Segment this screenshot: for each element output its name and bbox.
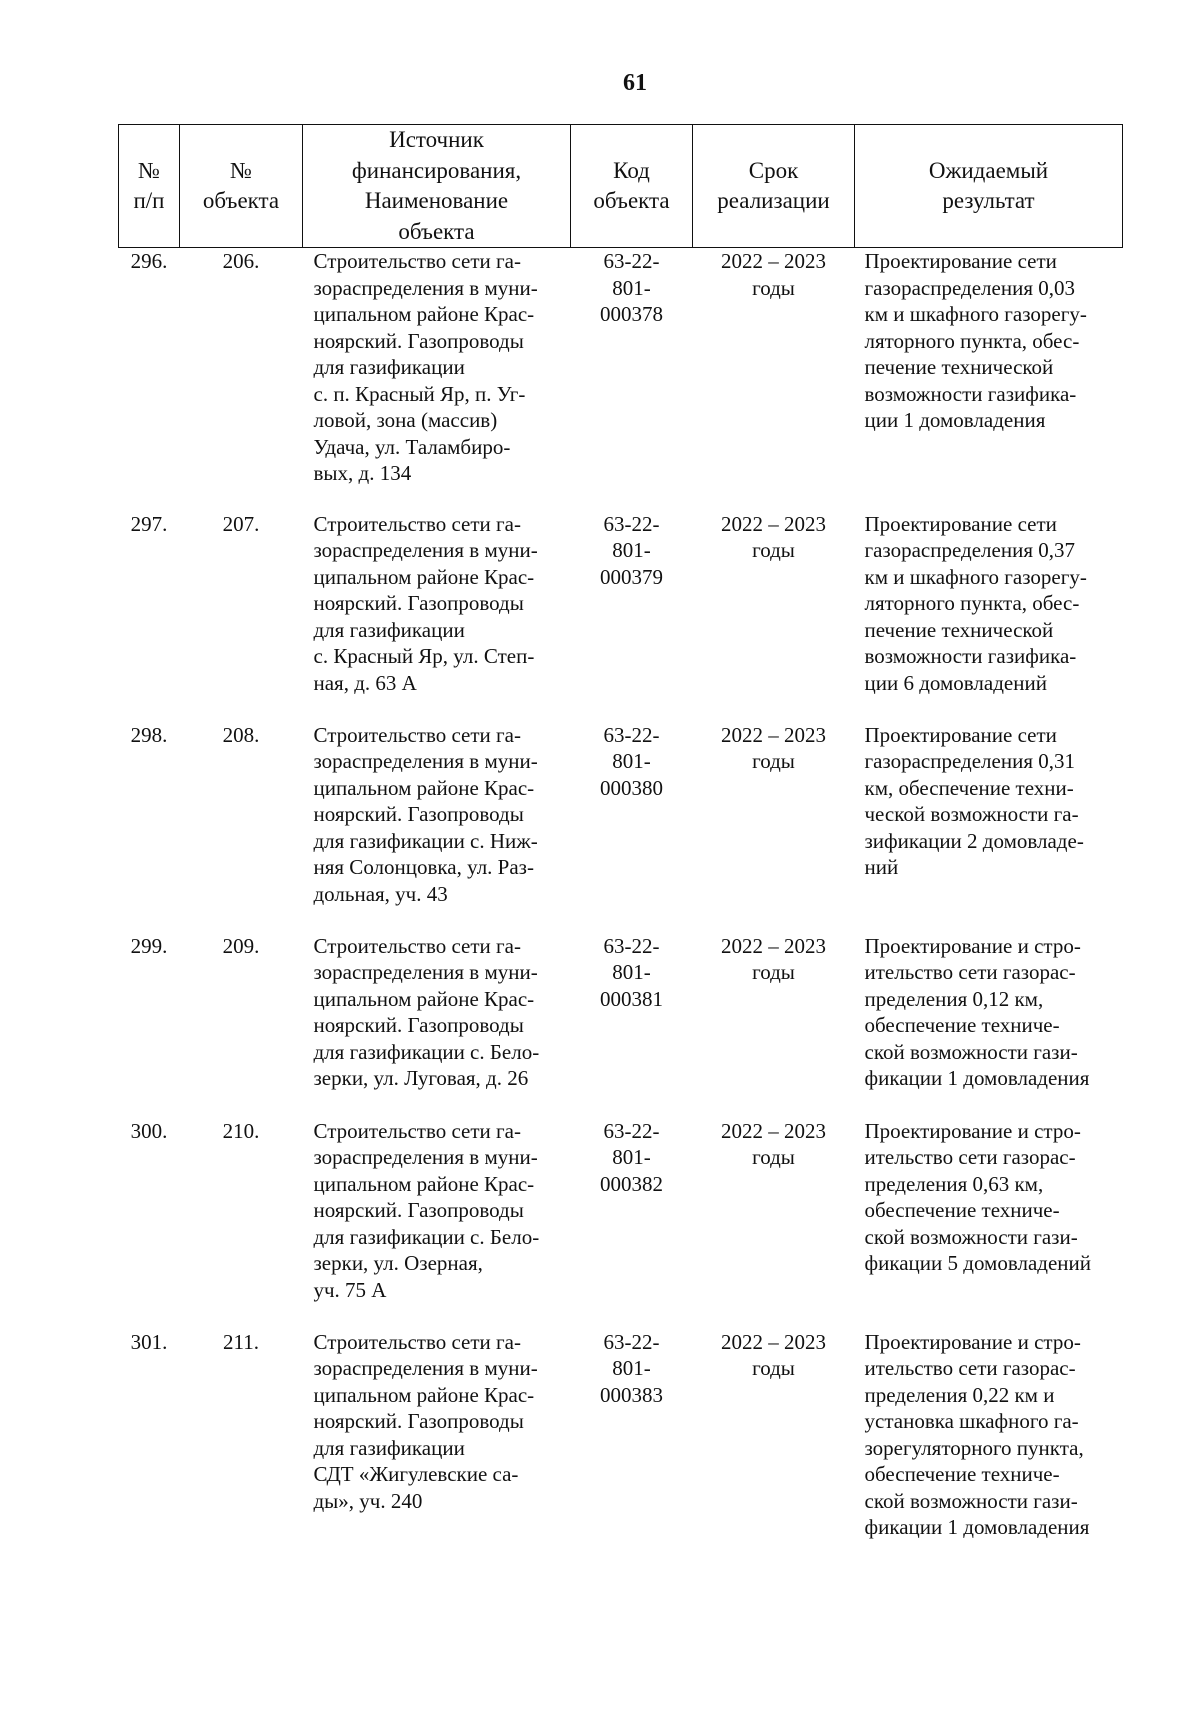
- expected-result-line: ции 1 домовладения: [864, 408, 1046, 432]
- object-code: [571, 248, 693, 511]
- object-name-line: Строительство сети га-: [313, 249, 521, 273]
- expected-result-line: км и шкафного газорегу-: [864, 302, 1087, 326]
- object-name-line: ловой, зона (массив): [313, 408, 498, 432]
- expected-result: [855, 933, 1123, 1118]
- row-number: 297.: [130, 511, 168, 536]
- implementation-term: [693, 511, 855, 722]
- object-name-line: ноярский. Газопроводы: [313, 591, 524, 615]
- expected-result-line: возможности газифика-: [864, 381, 1077, 406]
- object-name-line: ная, д. 63 А: [313, 670, 417, 695]
- expected-result-line: ской возможности гази-: [864, 1488, 1078, 1513]
- object-name-line: СДТ «Жигулевские са-: [313, 1462, 519, 1486]
- implementation-term: [693, 933, 855, 1118]
- objects-table: [118, 124, 1123, 1549]
- implementation-term-line: 2022 – 2023: [721, 722, 826, 747]
- expected-result-line: фикации 5 домовладений: [864, 1251, 1091, 1275]
- object-name-line: Строительство сети га-: [313, 1118, 521, 1143]
- object-name-line: зораспределения в муни-: [313, 749, 538, 773]
- expected-result-line: зификации 2 домовладе-: [864, 828, 1084, 853]
- implementation-term-line: 2022 – 2023: [721, 511, 826, 536]
- object-code-line: 801-: [612, 538, 651, 562]
- object-name-line: Строительство сети га-: [313, 1329, 521, 1354]
- expected-result-line: ляторного пункта, обес-: [864, 591, 1080, 615]
- object-name-line: няя Солонцовка, ул. Раз-: [313, 855, 534, 879]
- object-code-line: 801-: [612, 1145, 651, 1169]
- object-name-line: для газификации: [313, 1435, 465, 1460]
- row-number: 300.: [130, 1118, 168, 1143]
- object-name-line: зерки, ул. Озерная,: [313, 1251, 483, 1275]
- expected-result-line: газораспределения 0,31: [864, 749, 1075, 773]
- object-code-line: 63-22-: [603, 1118, 660, 1143]
- object-name-line: ципальном районе Крас-: [313, 1171, 535, 1196]
- expected-result: [855, 248, 1123, 511]
- object-name-line: ципальном районе Крас-: [313, 775, 535, 800]
- expected-result-line: печение технической: [864, 355, 1054, 379]
- object-name: [303, 511, 571, 722]
- implementation-term-line: годы: [752, 1356, 795, 1380]
- table-row: [119, 511, 1123, 722]
- object-name-line: для газификации: [313, 617, 465, 642]
- object-name-line: зерки, ул. Луговая, д. 26: [313, 1066, 529, 1090]
- object-code: [571, 933, 693, 1118]
- expected-result-line: ческой возможности га-: [864, 802, 1079, 826]
- implementation-term-line: годы: [752, 538, 795, 562]
- implementation-term-line: годы: [752, 749, 795, 773]
- expected-result-line: ции 6 домовладений: [864, 670, 1047, 695]
- expected-result: [855, 1329, 1123, 1549]
- table-row: [119, 1118, 1123, 1329]
- object-name-line: ноярский. Газопроводы: [313, 802, 524, 826]
- object-name-line: ноярский. Газопроводы: [313, 1013, 524, 1037]
- object-number: 206.: [222, 249, 260, 273]
- expected-result-line: ительство сети газорас-: [864, 960, 1076, 984]
- table-row: [119, 933, 1123, 1118]
- row-number: 301.: [130, 1329, 168, 1354]
- object-code-line: 000380: [600, 775, 663, 800]
- expected-result-line: ительство сети газорас-: [864, 1356, 1076, 1380]
- expected-result-line: км и шкафного газорегу-: [864, 564, 1087, 589]
- object-code-line: 000383: [600, 1382, 663, 1407]
- table-row: [119, 1329, 1123, 1549]
- object-name-line: Строительство сети га-: [313, 933, 521, 958]
- expected-result-line: фикации 1 домовладения: [864, 1515, 1090, 1539]
- object-name-line: ноярский. Газопроводы: [313, 328, 524, 353]
- expected-result: [855, 722, 1123, 933]
- expected-result-line: пределения 0,22 км и: [864, 1382, 1055, 1407]
- object-name: [303, 933, 571, 1118]
- header-pp: № п/п: [119, 125, 180, 248]
- object-code: [571, 1118, 693, 1329]
- object-name-line: Удача, ул. Таламбиро-: [313, 434, 511, 459]
- expected-result-line: Проектирование сети: [864, 722, 1057, 747]
- object-name-line: для газификации: [313, 355, 465, 379]
- implementation-term-line: годы: [752, 1145, 795, 1169]
- object-name-line: Строительство сети га-: [313, 511, 521, 536]
- expected-result-line: ительство сети газорас-: [864, 1145, 1076, 1169]
- implementation-term: [693, 722, 855, 933]
- object-code-line: 63-22-: [603, 249, 660, 273]
- implementation-term: [693, 1329, 855, 1549]
- object-code-line: 000382: [600, 1171, 663, 1196]
- object-code-line: 801-: [612, 749, 651, 773]
- header-term: Срок реализации: [693, 125, 855, 248]
- expected-result-line: Проектирование сети: [864, 511, 1057, 536]
- expected-result-line: ской возможности гази-: [864, 1224, 1078, 1249]
- expected-result-line: газораспределения 0,37: [864, 538, 1075, 562]
- object-name-line: ципальном районе Крас-: [313, 564, 535, 589]
- object-name-line: Строительство сети га-: [313, 722, 521, 747]
- object-number: 211.: [223, 1329, 259, 1354]
- expected-result-line: установка шкафного га-: [864, 1409, 1079, 1433]
- expected-result-line: обеспечение техниче-: [864, 1013, 1060, 1037]
- object-name-line: для газификации с. Бело-: [313, 1039, 540, 1064]
- row-number: 299.: [130, 933, 168, 958]
- expected-result-line: ляторного пункта, обес-: [864, 328, 1080, 353]
- object-name-line: зораспределения в муни-: [313, 538, 538, 562]
- object-name-line: дольная, уч. 43: [313, 881, 448, 906]
- expected-result-line: обеспечение техниче-: [864, 1462, 1060, 1486]
- expected-result: [855, 511, 1123, 722]
- object-code-line: 801-: [612, 960, 651, 984]
- row-number: 298.: [130, 722, 168, 747]
- object-name-line: ципальном районе Крас-: [313, 986, 535, 1011]
- expected-result-line: пределения 0,12 км,: [864, 986, 1044, 1011]
- table-row: [119, 248, 1123, 511]
- object-code: [571, 722, 693, 933]
- object-name: [303, 1118, 571, 1329]
- object-code-line: 000379: [600, 564, 663, 589]
- object-code-line: 63-22-: [603, 722, 660, 747]
- object-name-line: с. Красный Яр, ул. Степ-: [313, 644, 535, 668]
- object-name-line: зораспределения в муни-: [313, 275, 538, 300]
- object-name-line: для газификации с. Ниж-: [313, 828, 538, 853]
- object-name-line: для газификации с. Бело-: [313, 1224, 540, 1249]
- object-name-line: вых, д. 134: [313, 461, 412, 485]
- implementation-term: [693, 1118, 855, 1329]
- expected-result-line: зорегуляторного пункта,: [864, 1435, 1084, 1460]
- implementation-term-line: годы: [752, 960, 795, 984]
- table-body: [119, 248, 1123, 1549]
- implementation-term: [693, 248, 855, 511]
- object-name-line: уч. 75 А: [313, 1277, 387, 1302]
- implementation-term-line: 2022 – 2023: [721, 1329, 826, 1354]
- object-name-line: зораспределения в муни-: [313, 1145, 538, 1169]
- expected-result-line: печение технической: [864, 617, 1054, 642]
- object-number: 207.: [222, 511, 260, 536]
- expected-result-line: обеспечение техниче-: [864, 1198, 1060, 1222]
- object-code-line: 63-22-: [603, 511, 660, 536]
- object-code-line: 801-: [612, 275, 651, 300]
- object-name-line: зораспределения в муни-: [313, 960, 538, 984]
- expected-result-line: км, обеспечение техни-: [864, 775, 1074, 800]
- object-number: 208.: [222, 722, 260, 747]
- expected-result: [855, 1118, 1123, 1329]
- object-name: [303, 722, 571, 933]
- object-name-line: ноярский. Газопроводы: [313, 1409, 524, 1433]
- object-code-line: 801-: [612, 1356, 651, 1380]
- object-name-line: зораспределения в муни-: [313, 1356, 538, 1380]
- expected-result-line: газораспределения 0,03: [864, 275, 1075, 300]
- expected-result-line: пределения 0,63 км,: [864, 1171, 1044, 1196]
- object-number: 209.: [222, 933, 260, 958]
- expected-result-line: ской возможности гази-: [864, 1039, 1078, 1064]
- object-number: 210.: [222, 1118, 260, 1143]
- expected-result-line: Проектирование и стро-: [864, 933, 1081, 958]
- row-number: 296.: [130, 249, 168, 273]
- object-code-line: 000381: [600, 986, 663, 1011]
- implementation-term-line: 2022 – 2023: [721, 1118, 826, 1143]
- object-name: [303, 1329, 571, 1549]
- header-source-name: Источник финансирования, Наименование объекта: [303, 125, 571, 248]
- page-number: 61: [623, 70, 647, 96]
- header-object-number: № объекта: [180, 125, 303, 248]
- table-header-row: [119, 125, 1123, 248]
- header-object-code: Код объекта: [571, 125, 693, 248]
- object-code-line: 000378: [600, 302, 663, 326]
- table-row: [119, 722, 1123, 933]
- header-expected-result: Ожидаемый результат: [855, 125, 1123, 248]
- expected-result-line: Проектирование сети: [864, 249, 1057, 273]
- object-name-line: ды», уч. 240: [313, 1488, 423, 1513]
- expected-result-line: возможности газифика-: [864, 644, 1077, 668]
- implementation-term-line: 2022 – 2023: [721, 249, 826, 273]
- object-code: [571, 511, 693, 722]
- object-name-line: с. п. Красный Яр, п. Уг-: [313, 381, 526, 406]
- implementation-term-line: годы: [752, 275, 795, 300]
- object-code-line: 63-22-: [603, 933, 660, 958]
- expected-result-line: фикации 1 домовладения: [864, 1066, 1090, 1090]
- expected-result-line: Проектирование и стро-: [864, 1118, 1081, 1143]
- object-name-line: ципальном районе Крас-: [313, 1382, 535, 1407]
- expected-result-line: Проектирование и стро-: [864, 1329, 1081, 1354]
- object-name-line: ципальном районе Крас-: [313, 302, 535, 326]
- implementation-term-line: 2022 – 2023: [721, 933, 826, 958]
- object-name: [303, 248, 571, 511]
- object-code-line: 63-22-: [603, 1329, 660, 1354]
- object-code: [571, 1329, 693, 1549]
- object-name-line: ноярский. Газопроводы: [313, 1198, 524, 1222]
- expected-result-line: ний: [864, 855, 899, 879]
